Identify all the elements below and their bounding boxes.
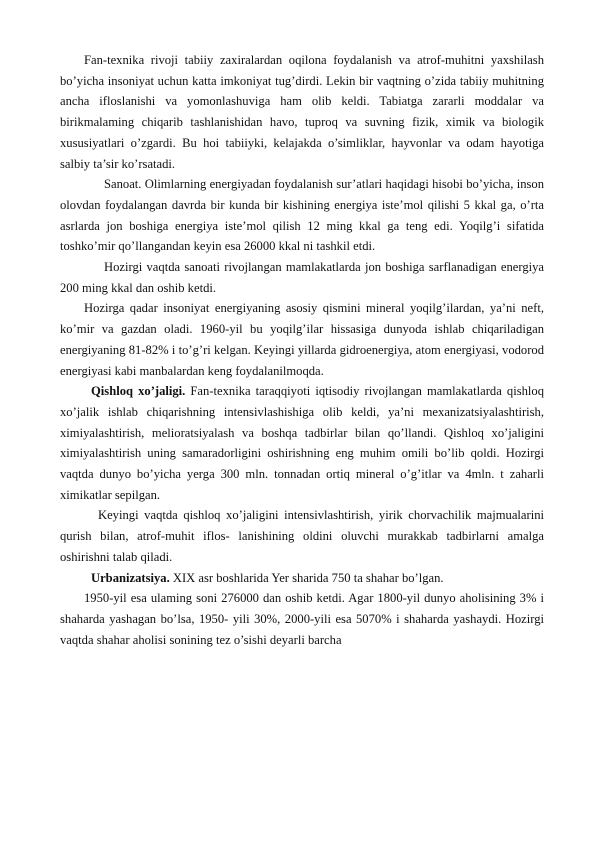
- document-page: [60, 50, 544, 650]
- paragraph-text: Hozirgi vaqtda sanoati rivojlangan mamlakatlarda jon boshiga sarflanadigan energiya 200 ming kkal dan oshib ketdi.: [60, 260, 544, 295]
- paragraph-text: 1950-yil esa ulaming soni 276000 dan oshib ketdi. Agar 1800-yil dunyo aholisining 3% i shaharda yashagan bo’lsa, 1950- yili 30%, 2000-yili esa 5070% i shaharda yashaydi. Hozirgi vaqtda shahar aholisi sonining tez o’sishi deyarli barcha: [60, 591, 544, 647]
- paragraph-text: Sanoat. Olimlarning energiyadan foydalanish sur’atlari haqidagi hisobi bo’yicha, inson olovdan foydalangan davrda bir kunda bir kishining energiya iste’mol qilishi 5 kkal ga, o’rta asrlarda jon boshiga energiya iste’mol qilish 12 ming kkal ga teng edi. Yoqilg’i sifatida toshko’mir qo’llangandan keyin esa 26000 kkal ni tashkil etdi.: [60, 177, 544, 254]
- paragraph-hozirgi-vaqtda: [60, 257, 544, 298]
- paragraph-1950-yil: [60, 588, 544, 650]
- paragraph-sanoat: [60, 174, 544, 257]
- paragraph-fan-texnika: [60, 50, 544, 174]
- paragraph-keyingi-vaqtda: [60, 505, 544, 567]
- paragraph-text: Fan-texnika rivoji tabiiy zaxiralardan oqilona foydalanish va atrof-muhitni yaxshilash bo’yicha insoniyat uchun katta imkoniyat tug’dirdi. Lekin bir vaqtning o’zida tabiiy muhitning ancha ifloslanishi va yomonlashuviga ham olib keldi. Tabiatga zararli moddalar va birikmalaming chiqarib tashlanishidan havo, tuproq va suvning fizik, ximik va biologik xususiyatlari o’zgardi. Bu hoi tabiiyki, kelajakda o’simliklar, hayvonlar va odam hayotiga salbiy ta’sir ko’rsatadi.: [60, 53, 544, 171]
- paragraph-qishloq-xojaligi: [60, 381, 544, 505]
- section-heading-qishloq-xojaligi: Qishloq xo’jaligi.: [91, 384, 186, 399]
- paragraph-text: Keyingi vaqtda qishloq xo’jaligini intensivlashtirish, yirik chorvachilik majmualarini qurish bilan, atrof-muhit iflos- lanishining oldini oluvchi murakkab tadbirlarni amalga oshirishni talab qiladi.: [60, 508, 544, 564]
- paragraph-urbanizatsiya: [60, 568, 544, 589]
- paragraph-hozirga-qadar: [60, 298, 544, 381]
- paragraph-text: XIX asr boshlarida Yer sharida 750 ta shahar bo’lgan.: [169, 570, 444, 585]
- paragraph-text: Fan-texnika taraqqiyoti iqtisodiy rivojlangan mamlakatlarda qishloq xo’jalik ishlab chiqarishning intensivlashishiga olib keldi, ya’ni mexanizatsiyalashtirish, ximiyalashtirish, melioratsiyalash va boshqa tadbirlar bilan qo’llandi. Qishloq xo’jaligini ximiyalashtirish uning samaradorligini oshirishning eng muhim omili bo’lib qoldi. Hozirgi vaqtda dunyo bo’yicha yerga 300 mln. tonnadan ortiq mineral o’g’itlar va 4mln. t zaharli ximikatlar sepilgan.: [60, 384, 544, 502]
- section-heading-urbanizatsiya: Urbanizatsiya.: [91, 570, 170, 585]
- paragraph-text: Hozirga qadar insoniyat energiyaning asosiy qismini mineral yoqilg’ilardan, ya’ni neft, ko’mir va gazdan oladi. 1960-yil bu yoqilg’ilar hissasiga dunyoda ishlab chiqariladigan energiyaning 81-82% i to’g’ri kelgan. Keyingi yillarda gidroenergiya, atom energiyasi, vodorod energiyasi kabi manbalardan keng foydalanilmoqda.: [60, 301, 544, 378]
